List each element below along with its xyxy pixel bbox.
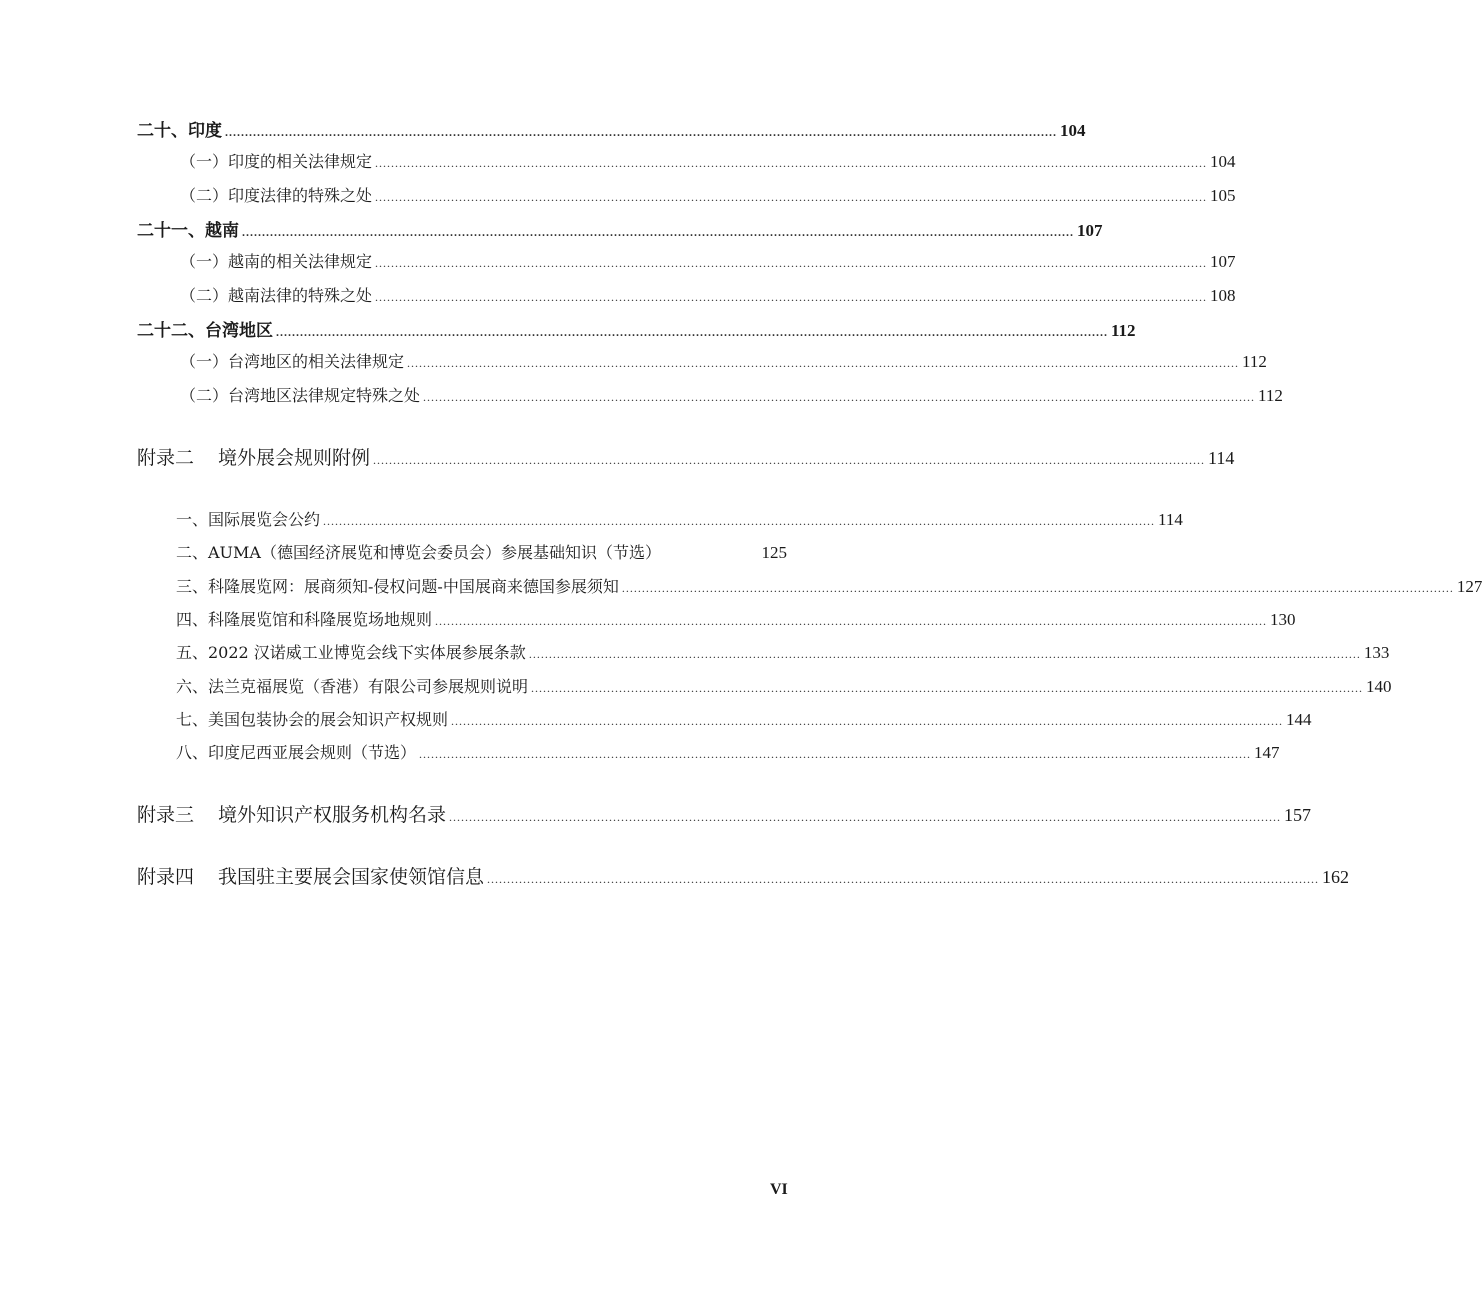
appendix-title: 境外知识产权服务机构名录 bbox=[218, 804, 447, 826]
toc-label bbox=[137, 862, 484, 889]
toc-appendix-item bbox=[176, 740, 1280, 763]
toc-label bbox=[137, 800, 446, 827]
toc-page-number: 147 bbox=[1254, 743, 1280, 762]
toc-appendix-item bbox=[176, 640, 1390, 663]
toc-label: 四、科隆展览馆和科隆展览场地规则 bbox=[176, 610, 433, 629]
toc-section-india bbox=[137, 116, 1086, 141]
leader-dots: ................................................................................................................................................................................................................ bbox=[487, 872, 1320, 886]
toc-label: 三、科隆展览网：展商须知-侵权问题-中国展商来德国参展须知 bbox=[176, 577, 619, 596]
toc-page-number: 105 bbox=[1210, 186, 1236, 205]
toc-appendix-item bbox=[176, 540, 787, 563]
leader-dots: ................................................................................................................................................................................................................ bbox=[375, 190, 1208, 204]
leader-dots: ................................................................................................................................................................................................................ bbox=[407, 356, 1240, 370]
toc-page-number: 104 bbox=[1210, 152, 1236, 171]
toc-label: 七、美国包装协会的展会知识产权规则 bbox=[176, 710, 449, 729]
leader-dots: ................................................................................................................................................................................................................ bbox=[375, 156, 1208, 170]
toc-label: （一）台湾地区的相关法律规定 bbox=[180, 352, 405, 371]
toc-label: 二十、印度 bbox=[137, 121, 222, 141]
leader-dots: ................................................................................................................................................................................................................ bbox=[531, 681, 1364, 695]
toc-page-number: 114 bbox=[1208, 448, 1235, 468]
toc-subsection bbox=[180, 283, 1236, 306]
toc-label bbox=[137, 443, 370, 470]
appendix-title: 境外展会规则附例 bbox=[218, 447, 371, 469]
toc-page-number: 114 bbox=[1158, 510, 1183, 529]
toc-page-number: 140 bbox=[1366, 677, 1392, 696]
toc-label: 二十二、台湾地区 bbox=[137, 321, 273, 341]
toc-page-number: 108 bbox=[1210, 286, 1236, 305]
leader-dots: ................................................................................................................................................................................................................ bbox=[449, 810, 1282, 824]
leader-dots: ................................................................................................................................................................................................................ bbox=[242, 225, 1074, 239]
toc-label: （一）印度的相关法律规定 bbox=[180, 152, 373, 171]
toc-subsection bbox=[180, 383, 1283, 406]
leader-dots: ................................................................................................................................................................................................................ bbox=[373, 453, 1206, 467]
leader-dots: ................................................................................................................................................................................................................ bbox=[323, 514, 1156, 528]
toc-appendix-item bbox=[176, 607, 1296, 630]
toc-subsection bbox=[180, 349, 1267, 372]
leader-dots: ................................................................................................................................................................................................................ bbox=[375, 256, 1208, 270]
toc-page-number: 144 bbox=[1286, 710, 1312, 729]
toc-label: （二）台湾地区法律规定特殊之处 bbox=[180, 386, 421, 405]
toc-appendix-item bbox=[176, 574, 1482, 597]
toc-page-number: 125 bbox=[761, 543, 787, 562]
toc-appendix-item bbox=[176, 674, 1392, 697]
leader-dots: ................................................................................................................................................................................................................ bbox=[419, 747, 1252, 761]
toc-label: （二）越南法律的特殊之处 bbox=[180, 286, 373, 305]
appendix-title: 我国驻主要展会国家使领馆信息 bbox=[218, 866, 485, 888]
toc-label: 二、AUMA（德国经济展览和博览会委员会）参展基础知识（节选） bbox=[176, 543, 661, 562]
toc-section-vietnam bbox=[137, 216, 1103, 241]
toc-page-number: 112 bbox=[1258, 386, 1283, 405]
toc-subsection bbox=[180, 149, 1236, 172]
toc-label: 八、印度尼西亚展会规则（节选） bbox=[176, 743, 417, 762]
toc-page-number: 107 bbox=[1210, 252, 1236, 271]
toc-appendix-3 bbox=[137, 800, 1312, 827]
toc-appendix-4 bbox=[137, 862, 1350, 889]
leader-dots: ................................................................................................................................................................................................................ bbox=[375, 290, 1208, 304]
toc-page-number: 162 bbox=[1322, 867, 1350, 887]
leader-dots: ................................................................................................................................................................................................................ bbox=[423, 390, 1256, 404]
leader-dots: ................................................................................................................................................................................................................ bbox=[528, 647, 1361, 661]
toc-appendix-item bbox=[176, 707, 1312, 730]
toc-appendix-2 bbox=[137, 443, 1235, 470]
toc-page-number: 112 bbox=[1242, 352, 1267, 371]
leader-dots: ................................................................................................................................................................................................................ bbox=[276, 325, 1108, 339]
appendix-number: 附录二 bbox=[137, 447, 195, 469]
toc-label: （一）越南的相关法律规定 bbox=[180, 252, 373, 271]
leader-dots: ................................................................................................................................................................................................................ bbox=[451, 714, 1284, 728]
toc-label: 一、国际展览会公约 bbox=[176, 510, 321, 529]
toc-page-number: 133 bbox=[1363, 643, 1390, 662]
appendix-number: 附录四 bbox=[137, 866, 195, 888]
toc-label: 二十一、越南 bbox=[137, 221, 239, 241]
leader-dots: ................................................................................................................................................................................................................ bbox=[435, 614, 1268, 628]
toc-section-taiwan bbox=[137, 316, 1136, 341]
toc-subsection bbox=[180, 249, 1236, 272]
toc-page-number: 130 bbox=[1270, 610, 1296, 629]
page-folio: VI bbox=[770, 1181, 788, 1198]
leader-dots: ................................................................................................................................................................................................................ bbox=[225, 125, 1057, 139]
toc-page-number: 107 bbox=[1077, 221, 1103, 240]
appendix-number: 附录三 bbox=[137, 804, 195, 826]
toc-label: 六、法兰克福展览（香港）有限公司参展规则说明 bbox=[176, 677, 529, 696]
toc-page-number: 127 bbox=[1456, 577, 1482, 596]
leader-dots: ................................................................................................................................................................................................................ bbox=[621, 581, 1454, 595]
toc-label: 五、2022 汉诺威工业博览会线下实体展参展条款 bbox=[176, 643, 526, 662]
toc-appendix-item bbox=[176, 507, 1183, 530]
toc-page-number: 104 bbox=[1060, 121, 1086, 140]
toc-page-number: 112 bbox=[1111, 321, 1136, 340]
toc-label: （二）印度法律的特殊之处 bbox=[180, 186, 373, 205]
toc-page-number: 157 bbox=[1284, 805, 1312, 825]
toc-subsection bbox=[180, 183, 1236, 206]
